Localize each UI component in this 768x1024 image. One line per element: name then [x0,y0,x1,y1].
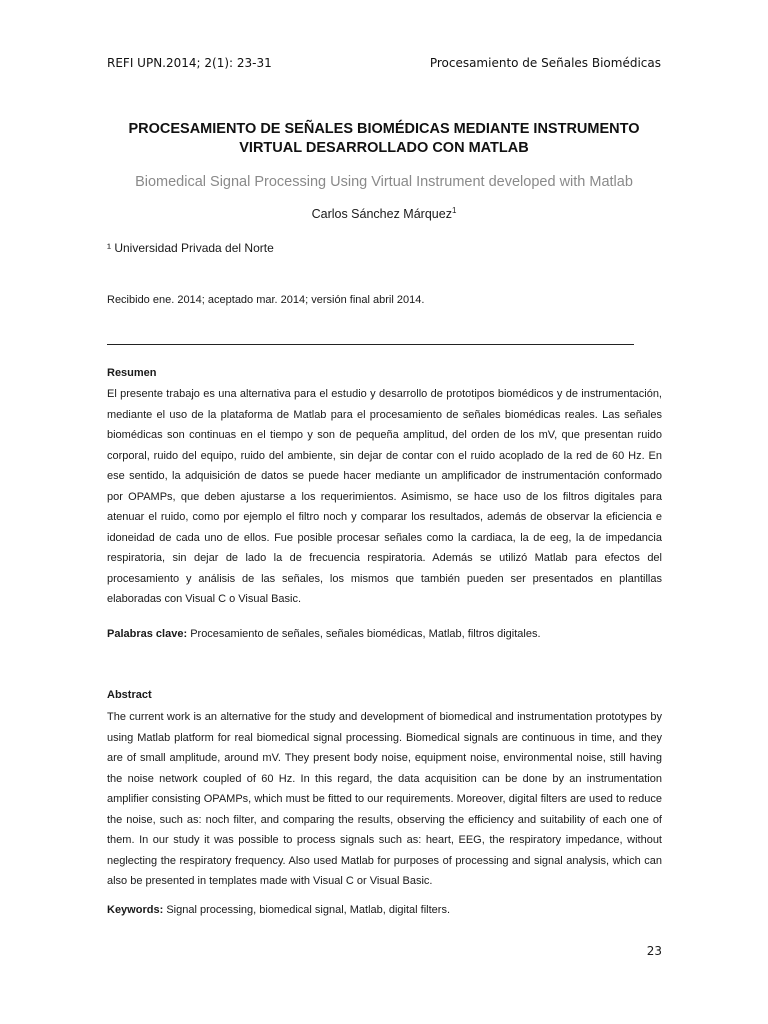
palabras-clave-list: Procesamiento de señales, señales biomédicas, Matlab, filtros digitales. [190,628,541,640]
palabras-clave-label: Palabras clave: [107,628,188,640]
palabras-clave [107,628,541,640]
affiliation: ¹ Universidad Privada del Norte [107,241,274,255]
paper-title-line-1: PROCESAMIENTO DE SEÑALES BIOMÉDICAS MEDIANTE INSTRUMENTO [128,121,640,137]
paper-title-line-2: VIRTUAL DESARROLLADO CON MATLAB [239,140,529,156]
page-number: 23 [646,944,662,958]
journal-reference: REFI UPN.2014; 2(1): 23-31 [107,56,272,70]
english-title: Biomedical Signal Processing Using Virtual Instrument developed with Matlab [135,174,633,190]
submission-dates: Recibido ene. 2014; aceptado mar. 2014; versión final abril 2014. [107,294,425,306]
paper-title [80,120,688,158]
keywords-label: Keywords: [107,904,164,916]
author-name: Carlos Sánchez Márquez [311,207,452,222]
author [0,206,768,221]
abstract-heading: Abstract [107,689,152,701]
author-affiliation-marker: 1 [451,206,457,215]
resumen-heading: Resumen [107,367,157,379]
resumen-text: El presente trabajo es una alternativa para el estudio y desarrollo de prototipos biomédicos y de instrumentación, mediante el uso de la plataforma de Matlab para el procesamiento de señales biomédicas reales. Las señales biomédicas son continuas en el tiempo y son de pequeña amplitud, del orden de los mV, que presentan ruido corporal, ruido del equipo, ruido del ambiente, sin dejar de contar con el ruido acoplado de la red de 60 Hz. En ese sentido, la adquisición de datos se puede hacer mediante un amplificador de instrumentación conformado por OPAMPs, que deben ajustarse a los requerimientos. Asimismo, se hace uso de los filtros digitales para atenuar el ruido, como por ejemplo el filtro noch y comparar los resultados, además de observar la eficiencia e idoneidad de cada uno de ellos. Fue posible procesar señales como la cardiaca, la de eeg, la de impedancia respiratoria, sin dejar de lado la de frecuencia respiratoria. Además se utilizó Matlab para efectos del procesamiento y análisis de las señales, los mismos que también pueden ser presentados en plantillas elaboradas con Visual C o Visual Basic. [107,388,662,605]
keywords [107,904,450,916]
section-divider [107,344,634,345]
keywords-list: Signal processing, biomedical signal, Matlab, digital filters. [166,904,451,916]
abstract-text: The current work is an alternative for the study and development of biomedical and instrumentation prototypes by using Matlab platform for real biomedical signal processing. Biomedical signals are continuous in time, and they are of small amplitude, around mV. They present body noise, equipment noise, environmental noise, still having the noise network coupled of 60 Hz. In this regard, the data acquisition can be done by an instrumentation amplifier consisting OPAMPs, which must be fitted to our requirements. Moreover, digital filters are used to reduce the noise, such as: noch filter, and comparing the results, observing the efficiency and suitability of each one of them. In our study it was possible to process signals such as: heart, EEG, the respiratory impedance, without neglecting the respiratory frequency. Also used Matlab for purposes of processing and signal analysis, which can also be presented in templates made with Visual C or Visual Basic. [107,711,662,887]
running-title: Procesamiento de Señales Biomédicas [429,56,661,70]
